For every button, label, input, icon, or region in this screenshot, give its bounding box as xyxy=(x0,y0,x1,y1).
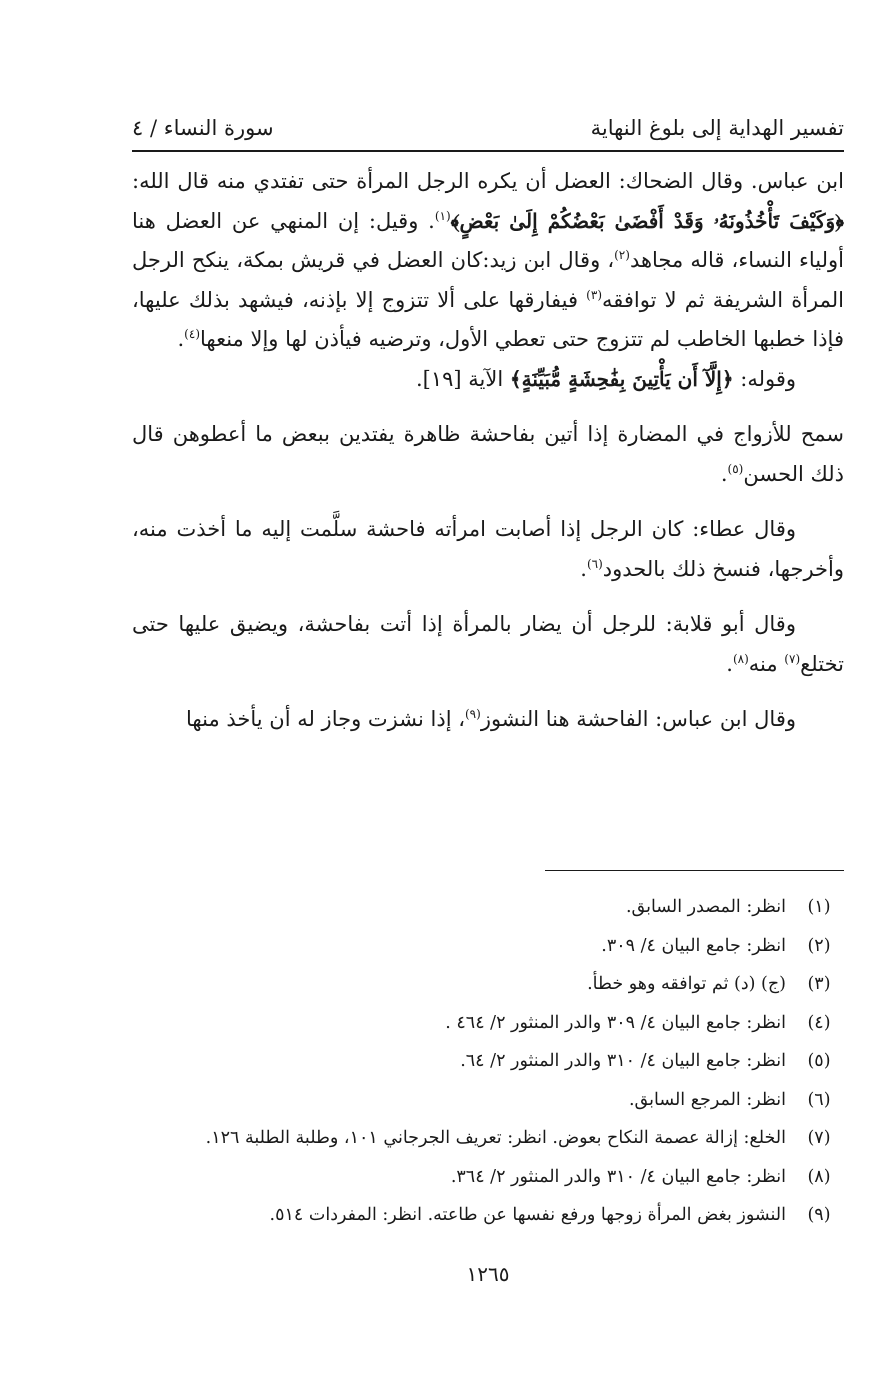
paragraph-5: وقال أبو قلابة: للرجل أن يضار بالمرأة إذا أتت بفاحشة، ويضيق عليها حتى تختلع$^{(٧)}$ منه$^{(٨)}$. xyxy=(132,612,844,676)
paragraph-6: وقال ابن عباس: الفاحشة هنا النشوز$^{(٩)}$، إذا نشزت وجاز له أن يأخذ منها xyxy=(186,707,796,731)
page-number: ١٢٦٥ xyxy=(466,1262,510,1286)
paragraph-2: وقوله: ﴿إِلَّآ أَن يَأْتِينَ بِفَٰحِشَةٍ مُّبَيِّنَةٍ﴾ الآية [١٩]. xyxy=(415,366,796,391)
paragraph-3: سمح للأزواج في المضارة إذا أتين بفاحشة ظاهرة يفتدين ببعض ما أعطوهن قال ذلك الحسن$^{(٥)}$. xyxy=(132,422,844,486)
footnote-ref[interactable]: (٤) xyxy=(184,327,200,341)
quran-verse: ﴿إِلَّآ أَن يَأْتِينَ بِفَٰحِشَةٍ مُّبَيِّنَةٍ﴾ xyxy=(509,366,734,391)
paragraph-4: وقال عطاء: كان الرجل إذا أصابت امرأته فاحشة سلَّمت إليه ما أخذت منه، وأخرجها، فنسخ ذلك بالحدود$^{(٦)}$. xyxy=(132,517,844,581)
running-header xyxy=(132,108,844,148)
footnote-item: (٦) انظر: المرجع السابق. xyxy=(628,1089,831,1110)
footnote-item: (٥) انظر: جامع البيان ٤/ ٣١٠ والدر المنثور ٢/ ٦٤. xyxy=(460,1051,831,1071)
quran-verse: ﴿وَكَيْفَ تَأْخُذُونَهُۥ وَقَدْ أَفْضَىٰ بَعْضُكُمْ إِلَىٰ بَعْضٍ﴾ xyxy=(450,208,844,233)
footnote-ref[interactable]: (٢) xyxy=(614,248,630,262)
footnote-item: (٧) الخلع: إزالة عصمة النكاح بعوض. انظر: تعريف الجرجاني ١٠١، وطلبة الطلبة ١٢٦. xyxy=(205,1128,831,1148)
footnote-ref[interactable]: (٣) xyxy=(586,287,602,302)
footnote-ref[interactable]: (٨) xyxy=(732,651,749,666)
footnotes xyxy=(132,888,844,1235)
header-rule xyxy=(132,150,844,152)
footnote-ref[interactable]: (٥) xyxy=(727,461,744,476)
footnote-item: (٩) النشوز بغض المرأة زوجها ورفع نفسها عن طاعته. انظر: المفردات ٥١٤. xyxy=(269,1205,831,1225)
footnote-ref[interactable]: (٩) xyxy=(464,707,481,721)
footnote-separator xyxy=(545,870,844,871)
footnote-item: (١) انظر: المصدر السابق. xyxy=(625,897,831,917)
footnote-item: (٣) (ج) (د) ثم توافقه وهو خطأ. xyxy=(587,974,831,994)
footnote-item: (٢) انظر: جامع البيان ٤/ ٣٠٩. xyxy=(601,935,831,956)
footnote-ref[interactable]: (١) xyxy=(434,208,451,223)
paragraph-1: ابن عباس. وقال الضحاك: العضل أن يكره الرجل المرأة حتى تفتدي منه قال الله: ﴿وَكَيْفَ تَأْخُذُونَهُۥ وَقَدْ أَفْضَىٰ بَعْضُكُمْ إِلَىٰ بَعْضٍ﴾$^{(١)}$. وقيل: إن المنهي عن العضل هنا أولياء النساء، قاله مجاهد$^{(٢)}$، وقال ابن زيد:كان العضل في قريش بمكة، ينكح الرجل المرأة الشريفة ثم لا توافقه$^{(٣)}$ فيفارقها على ألا تتزوج إلا بإذنه، فيشهد بذلك عليها، فإذا خطبها الخاطب لم تتزوج حتى تعطي الأول، وترضيه فيأذن لها وإلا منعها$^{(٤)}$. xyxy=(132,169,845,351)
book-title: تفسير الهداية إلى بلوغ النهاية xyxy=(590,116,844,140)
footnote-item: (٨) انظر: جامع البيان ٤/ ٣١٠ والدر المنثور ٢/ ٣٦٤. xyxy=(450,1166,831,1187)
surah-label: سورة النساء / ٤ xyxy=(132,116,274,140)
main-text xyxy=(132,162,844,740)
footnote-ref[interactable]: (٦) xyxy=(586,556,603,571)
footnote-ref[interactable]: (٧) xyxy=(784,651,801,666)
footnote-item: (٤) انظر: جامع البيان ٤/ ٣٠٩ والدر المنثور ٢/ ٤٦٤ . xyxy=(445,1012,831,1033)
